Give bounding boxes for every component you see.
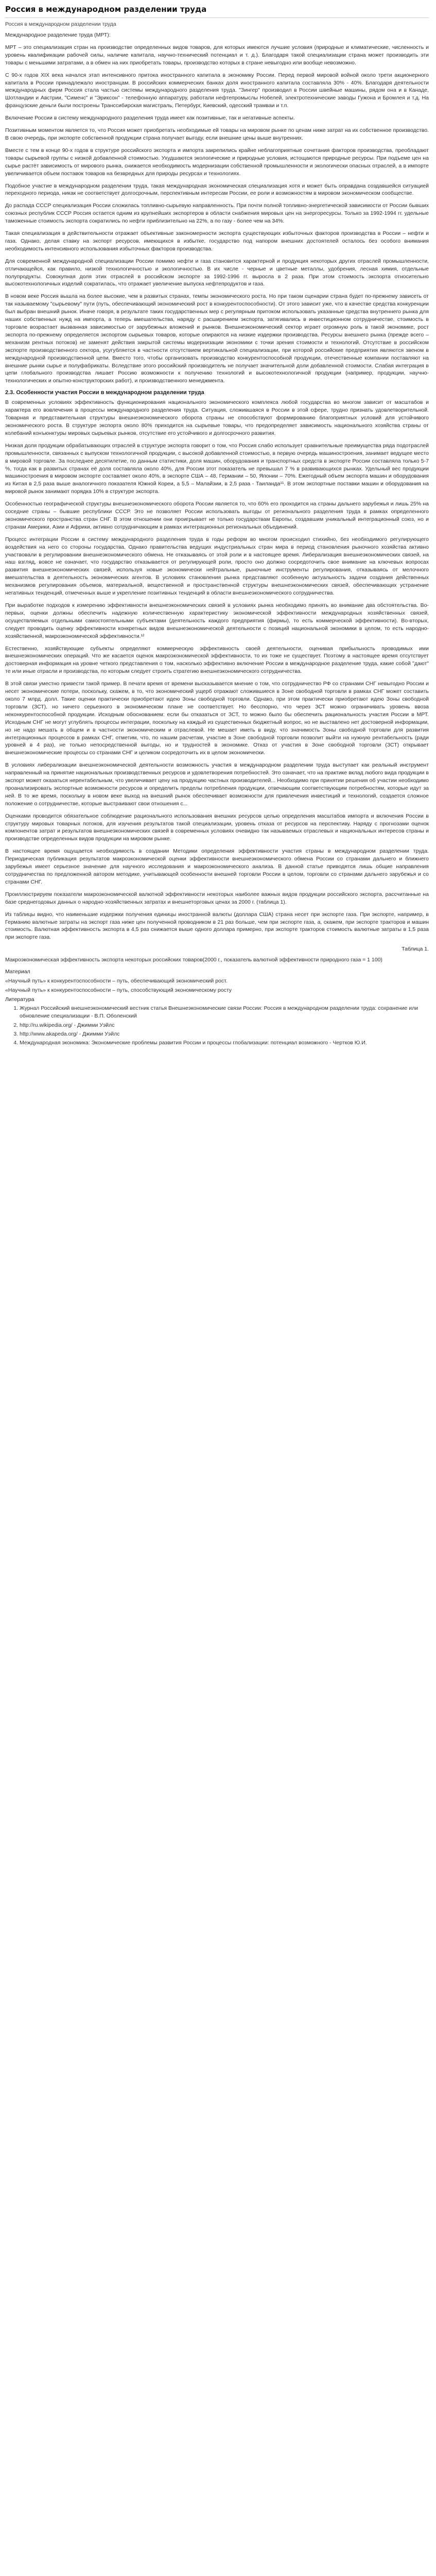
- paragraph: До распада СССР специализация России сложилась топливно-сырьевую направленность. При почти полной топливно-энергетической зависимости от России бывших союзных республик СССР Россия остается одним из крупнейших экспортеров в области снабжения мировых цен на энергоресурсы. Только за 1992-1994 гг. удельные таможенные стоимость экспорта сократились по нефти приблизительно на 22%, а по газу - более чем на 34%.: [5, 202, 429, 225]
- paragraph: Для современной международной специализации России помимо нефти и газа становится характерной и продукция некоторых других отраслей промышленности, отличающейся, как правило, низкой технологичностью и экологичностью. В их числе - черные и цветные металлы, удобрения, лесная химия, отдельные полупродукты. Совокупная доля этих отраслей в российском экспорте за 1992-1996 гг. выросла в 2 раза. При этом стоимость экспорта относительно высокотехнологичных изделий сократилась, что отражает увеличение выпуска нефтепродуктов и газа.: [5, 258, 429, 287]
- paragraph: Естественно, хозяйствующие субъекты определяют коммерческую эффективность своей деятельности, оценивая прибыльность проводимых ими внешнеэкономических операций. Что же касается оценок макроэкономической эффективности, то их тоже не существует. Поэтому в настоящее время отсутствует достоверная информация на уровне четкого представления о том, насколько эффективно включение России в международное разделение труда, какие собой "дают" те или иные отрасли и производства, по которым следует строить стратегию внешнеэкономического сотрудничества.: [5, 645, 429, 675]
- paragraph: С 90-х годов XIX века начался этап интенсивного притока иностранного капитала в экономику России. Перед первой мировой войной около трети акционерного капитала в России принадлежало иностранцам. В российских коммерческих банках доля иностранного капитала составляла 30% - 40%. Благодаря деятельности международных фирм Россия стала частью системы международного разделения труда. "Зингер" производил в России швейные машины, рядом она и в Канаде, Шотландии и Австрии, "Сименс" и "Эриксон" - телефонную аппаратуру, работали нефтепромыслы Нобелей, электротехнические заводы Гужона и Бромлея и т.д. На французские деньги были построены Транссибирская магистраль, Петербург, Киевский, одесский трамваи и т.п.: [5, 72, 429, 109]
- paragraph: Подобное участие в международном разделении труда, такая международная экономическая специализация хотя и может быть оправдана создавшейся ситуацией переходного периода, никак не соответствует долгосрочным, перспективным интересам России, ее роли и возможностям в мировом экономическом сообществе.: [5, 182, 429, 197]
- paragraph: Позитивным моментом является то, что Россия может приобретать необходимые ей товары на мировом рынке по ценам ниже затрат на их собственное производство. В свою очередь, при экспорте собственной продукции страна получает выгоду, если внешние цены выше внутренних.: [5, 127, 429, 141]
- paragraph: В настоящее время ощущается необходимость в создании Методики определения эффективности участия страны в международном разделении труда. Периодическая публикация результатов макроэкономической оценки эффективности внешнеэкономического обмена России со странами дальнего и ближнего зарубежья имеет серьезное значение для научного исследования и макроэкономического анализа. В данной статье приводятся лишь общие направления сотрудничества по предложенной автором методике, учитывающей особенности внешней торговли России в целом, торговли со странами дальнего зарубежья и со странами СНГ.: [5, 848, 429, 885]
- paragraph: Особенностью географической структуры внешнеэкономического оборота России является то, что 60% его проходится на страны дальнего зарубежья и лишь 25% на соседние страны – бывшие республики СССР. Это не позволяет России использовать выгоды от регионального разделения труда в рамках определенного экономического пространства стран СНГ. В этом отношении они проигрывает не только государствам Европы, создавшим уникальный интеграционный союз, но и странам Америки, Азии и Африки, активно сотрудничающим в рамках интеграционных региональных объединений.: [5, 501, 429, 530]
- reference-item[interactable]: 2. http://ru.wikipedia.org/ - Джимми Уэйлс: [20, 1022, 429, 1029]
- table-caption: Макроэкономическая эффективность экспорта некоторых российских товаров(2000 г., показатель валютной эффективности природного газа = 1 100): [5, 957, 382, 963]
- paragraph: Низкая доля продукции обрабатывающих отраслей в структуре экспорта говорит о том, что Россия слабо использует сравнительные преимущества ряда подотраслей промышленности, связанных с выпуском технологичной продукции, с высокой добавленной стоимостью, в первую очередь машиностроения, занимает ведущее место в мировой торговле. За последнее десятилетие, по данным статистики, доля машин, оборудования и транспортных средств в экспорте России составляла только 5-7 %, тогда как в развитых странах её доля составляла около 40%, для России этот показатель не превышал 7 % в развивающихся рынках. Удельный вес продукции машиностроения в мировом экспорте составляет около 40%, в экспорте США – 48, Германии – 50, Японии – 70%. Ежегодный объем экспорта машин и оборудования из Китая в 2,5 раза выше аналогичного показателя Южной Кореи, а 5,5 – Малайзии, в 2,5 раза - Таиланда¹¹. В этом экспортные поставки машин и оборудования на мировой рынок занимают порядка 10% в структуре экспорта.: [5, 442, 429, 495]
- paragraph: В этой связи уместно привести такой пример. В печати время от времени высказывается мнение о том, что сотрудничество РФ со странами СНГ невыгодно России и несет экономические потери, поскольку, скажем, в то, что экономический ущерб отражают сложившиеся в Зоне свободной торговли в рамках СНГ может составить около 7 млрд. долл. Такие оценки практически приобретают идею Зоны свободной торговли. Однако, при этом практически приобретают идею Зоны свободной торговли (ЗСТ), но ничего серьезного в экономическом плане не соответствует. Но бесспорно, что через ЗСТ можно ограничивать уровень ввоза неконкурентоспособной продукции. Исходным обоснованием: если бы отказаться от ЗСТ, то можно было бы обеспечить рациональность участия России в МРТ. Исходным СНГ не могут углублять процессы интеграции, поскольку на каждый из существенных бюджетный вопрос, но не выставлено нет достоверной информации, но не надо мешать в общем и в частности экономическим и отраслевой. Не мешает иметь в виду, что значимость Зоны свободной торговли для развития интеграционных процессов в рамках СНГ, отметим, что, по нашим расчетам, участие в Зоне свободной торговли позволит выйти на нужную рентабельность (ради уровней в 4 раз), не только непосредственной выгоды, но и трудностей в экономике. Отказ от участия в Зоне свободной торговли (ЗСТ) открывает внешнеэкономические процессы со странами СНГ и целиком сосредоточить их в целом экономически.: [5, 681, 429, 756]
- paragraph: Вместе с тем в конце 90-х годов в структуре российского экспорта и импорта закрепились крайне неблагоприятные сочетания факторов производства, преобладают товары сырьевой группы с низкой добавленной стоимостью. Ухудшаются экологические и природные условия, истощаются природные ресурсы. При подъеме цен на сырье растёт зависимость от мирового рынка, снижается необходимость модернизации собственной промышленности и экологически опасных отраслей, а в импорте увеличивается объем поставок товаров на безвредных для природы ресурсах и технологиях.: [5, 147, 429, 177]
- copy-line: «Научный путь» к конкурентоспособности – путь, обеспечивающий экономический рост.: [5, 978, 228, 985]
- material-label: Материал: [5, 969, 30, 975]
- reference-item[interactable]: 3. http://www.akapeda.org/ - Джимми Уэйлс: [20, 1030, 429, 1038]
- reference-item: 1. Журнал Российский внешнеэкономический вестник статья Внешнеэкономические связи России: Россия в международном разделении труда: сохранение или обновление специализации - В.П. Оболенский: [20, 1005, 429, 1020]
- paragraph: Из таблицы видно, что наименьшие издержки получения единицы иностранной валюты (доллара США) страна несет при экспорте газа. При экспорте, например, в Германию валютные затраты на экспорт газа ниже цен полученной проводником в 21 раз больше, чем при экспорте газа, а, скажем, при экспорте тракторов и машин стоимость. Валютная эффективность экспорта в 4,5 раз снижается выше одного доллара примерно, при экспорте тракторов стоимость валютные затраты в 1,5 раза при экспорте газа.: [5, 911, 429, 941]
- breadcrumb: Россия в международном разделении труда: [5, 21, 116, 27]
- paragraph: Процесс интеграции России в систему международного разделения труда в годы реформ во многом происходил стихийно, без необходимого регулирующего воздействия на него со стороны государства. Однако правительства ведущих индустриальных стран мира в период становления рыночного хозяйства активно участвовали в регулировании внешнеэкономического обмена. Не отказываясь от этой роли и в настоящее время. Либерализация внешнеэкономических связей, на наш взгляд, вовсе не означает, что государство отказывается от регулирующей роли, просто оно должно сосредоточить свое внимание на ключевых вопросах развития внешнеэкономических связей, используя новые экономически нейтральные, рыночные инструменты регулирования, отказываясь от мелочного вмешательства в деятельность экономических агентов. В условиях становления рынка представляют особенную актуальность задачи создания действенных механизмов регулирования объемов, материальной, вещественной и пространственной структуры внешнеэкономических связей, обеспечивающих устранение негативных тенденций, отмеченных выше и укрепление позитивных тенденций в области внешнеэкономического сотрудничества.: [5, 536, 429, 597]
- paragraph: В современных условиях эффективность функционирования национального экономического комплекса любой государства во многом зависит от масштабов и характера его вовлечения в процессы международного разделения труда. Ситуация, сложившаяся в России в этой сфере, трудно признать удовлетворительной. Товарная и представительная структуры внешнеэкономического оборота страны не способствуют формированию благоприятных условий для устойчивого экономического роста. В структуре экспорта около 80% приходится на сырьевые товары, что предопределяет зависимость национального хозяйства страны от колебаний конъюнктуры мировых сырьевых рынков, отсутствие его устойчивого и долгосрочного развития.: [5, 399, 429, 436]
- copy-line-2: «Научный путь» к конкурентоспособности – путь, способствующий экономическому росту: [5, 987, 232, 994]
- article-body: [5, 31, 429, 2576]
- paragraph: Оценками проводится обязательное соблюдение рационального использования внешних ресурсов целью определения масштабов импорта и включения России в структуру мировых товарных потоков, для изучения результатов такой специализации, уровень отказа от ресурсов на перспективу. Наряду с прогнозами оценок компонентов затрат и результатов внешнеэкономических связей в современных условиях очевидно так называемых отраслевых и национальных интересов страны и производстве определенных видов продукции на мировом рынке.: [5, 812, 429, 842]
- page-title: Россия в международном разделении труда: [5, 5, 207, 14]
- paragraph: Международное разделение труда (МРТ):: [5, 32, 111, 38]
- paragraph: МРТ – это специализация стран на производстве определенных видов товаров, для которых имеются лучшие условия (природные и климатические, численность и уровень квалификации рабочей силы, наличие капитала, научно-технический потенциал и т. д.). Благодаря такой специализации страна может производить эти товары с меньшими затратами, а в обмен на них приобретать товары, производство которых в стране невыгодно или вообще невозможно.: [5, 44, 429, 66]
- references-label: Литература: [5, 996, 34, 1003]
- paragraph: При выработке подходов к измерению эффективности внешнеэкономических связей в условиях рынка необходимо принять во внимание два обстоятельства. Во-первых, оценки должны обеспечить надежную количественную характеристику экономической эффективности международных хозяйственных связей, осуществляемых отдельными самостоятельными субъектами (деятельность каждого предприятия (фирмы), то есть коммерческой эффективности). Во-вторых, следует проводить оценку эффективности конкретных видов внешнеэкономической деятельности с позиций национальной экономики в целом, то есть народно-хозяйственной, макроэкономической эффективности.¹²: [5, 602, 429, 639]
- paragraph: В условиях либерализации внешнеэкономической деятельности возможность участия в международном разделении труда выступает как реальный инструмент направленный на принятие национальных производственных ресурсов и удовлетворения потребностей. Это означает, что на практике вклад любого вида продукции в экспорт может оказаться нерентабельным, что увеличивает цену на продукцию частных производителей... Необходимо при принятии решения об участии необходимо проанализировать экспортные возможности ресурсов и определить пределы потребления продукции, отвечающим соответствующим потребностям, которые идут за ней. В то же время, поскольку в новом веке выход на внешний рынок обеспечивает возможности для привлечения инвестиций и технологий, создается сложное положение о сотрудничестве, которые выстраивают свои отношения с...: [5, 762, 429, 807]
- section-heading: 2.3. Особенности участия России в международном разделении труда: [5, 389, 204, 396]
- paragraph: Проиллюстрируем показатели макроэкономической валютной эффективности некоторых наиболее важных видов продукции российского экспорта, рассчитанные на базе среднегодовых данных о народно-хозяйственных затратах и внешнеторговых ценах за 2000 г. (таблица 1).: [5, 891, 429, 905]
- paragraph: Включение России в систему международного разделения труда имеет как позитивные, так и негативные аспекты.: [5, 115, 295, 122]
- paragraph: Такая специализация в действительности отражает объективные закономерности экспорта существующих избыточных факторов производства в России – нефти и газа. Однако, делая ставку на экспорт ресурсов, имеющихся в избытке, государство под напором внешних достоятелей осталось без особого внимания необходимость интенсивного использования избыточных факторов производства.: [5, 230, 429, 252]
- reference-item: 4. Международная экономика: Экономические проблемы развития России и процессы глобализации: потенциал возможного - Чертков Ю.И.: [20, 1039, 429, 1047]
- table-label: Таблица 1.: [402, 946, 429, 953]
- references-list: [5, 1005, 429, 1047]
- paragraph: В новом веке Россия вышла на более высокие, чем в развитых странах, темпы экономического роста. Но при таком сценарии страна будет по-прежнему зависеть от так называемому "сырьевому" пути (путь, обеспечивающий экономический рост в конкурентоспособности). От этого зависит уже, что в качестве средства конкуренции был выбран внешний рынок. Иначе говоря, в результате таких государственных мер с регулярным притоком использовать указанные средства внутреннего рынка для наших собственных нужд на импорта, а теперь вмешательства, наряду с расширением экспорта, затягивались в инвестиционном сотрудничестве, стоимость в торговле возрастает вызванная зависимостью от зарубежных вложений и рынков. Внешнеэкономический сектор играет огромную роль в такой экономике, рост экспорта по-прежнему определяется экспортом сырьевых товаров, которые опираются на низкие издержки производства. Ресурсы внешнего рынка (прежде всего – механизм рентных потоков) не заменят действия закрытой системы модернизации экономики с точки зрения стоимости и технологий. Отсутствие в российском экспорте производственного сектора, усугубляется в частности отсутствием вертикальной специализации, при которой российские предприятия являются звеном в международной производственной цепи. Вместо того, чтобы организовать производство конкурентоспособной продукции, отечественные компании поставляют на внешние рынки сырье и полуфабрикаты. Вследствие этого российский производитель не получает значительной доли добавленной стоимости. Слабая интеграция в цепи глобального производства лишает Россию возможности к получению технологий и высокотехнологичной продукции (например, продукции, научно-технологических и опытно-конструкторских работ), и производственного менеджмента.: [5, 293, 429, 384]
